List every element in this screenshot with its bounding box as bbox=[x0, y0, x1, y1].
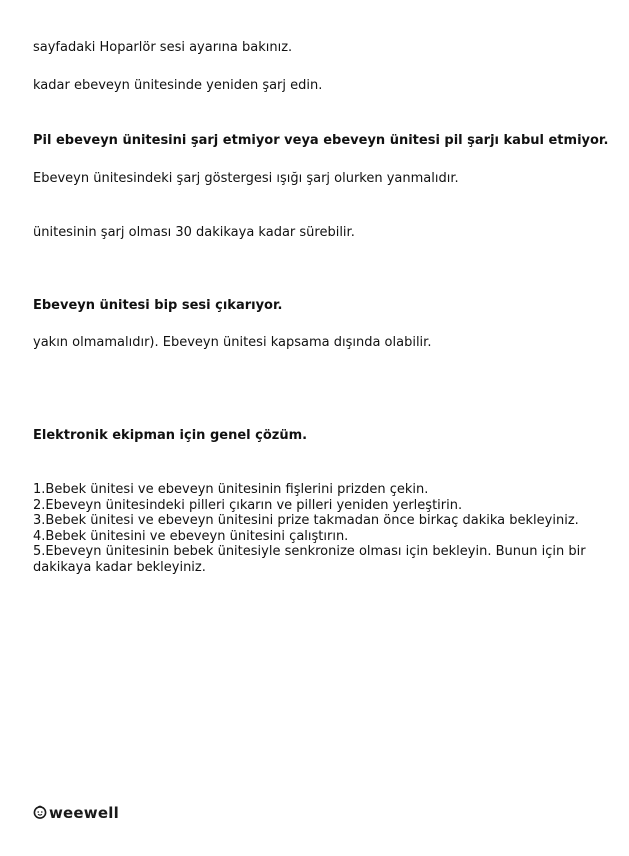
brand-logo bbox=[33, 803, 119, 823]
solution-steps-list bbox=[33, 482, 613, 576]
list-item: dakikaya kadar bekleyiniz. bbox=[33, 559, 206, 575]
list-item: 4.Bebek ünitesini ve ebeveyn ünitesini çalıştırın. bbox=[33, 528, 349, 544]
speaker-note: sayfadaki Hoparlör sesi ayarına bakınız. bbox=[33, 40, 293, 55]
list-item: 2.Ebeveyn ünitesindeki pilleri çıkarın ve pilleri yeniden yerleştirin. bbox=[33, 497, 463, 513]
charging-light-note: Ebeveyn ünitesindeki şarj göstergesi ışığı şarj olurken yanmalıdır. bbox=[33, 171, 459, 186]
brand-logo-text: weewell bbox=[49, 804, 119, 822]
charging-heading: Pil ebeveyn ünitesini şarj etmiyor veya ebeveyn ünitesi pil şarjı kabul etmiyor. bbox=[33, 133, 609, 148]
beep-heading: Ebeveyn ünitesi bip sesi çıkarıyor. bbox=[33, 298, 283, 313]
list-item: 5.Ebeveyn ünitesinin bebek ünitesiyle senkronize olması için bekleyin. Bunun için bir bbox=[33, 544, 586, 560]
list-item: 1.Bebek ünitesi ve ebeveyn ünitesinin fişlerini prizden çekin. bbox=[33, 482, 429, 497]
general-solution-heading: Elektronik ekipman için genel çözüm. bbox=[33, 428, 308, 443]
charging-time-note: ünitesinin şarj olması 30 dakikaya kadar sürebilir. bbox=[33, 225, 355, 240]
list-item: 3.Bebek ünitesi ve ebeveyn ünitesini prize takmadan önce birkaç dakika bekleyiniz. bbox=[33, 513, 579, 529]
baby-face-icon bbox=[33, 804, 47, 823]
beep-note: yakın olmamalıdır). Ebeveyn ünitesi kapsama dışında olabilir. bbox=[33, 335, 432, 350]
recharge-note: kadar ebeveyn ünitesinde yeniden şarj edin. bbox=[33, 78, 323, 93]
